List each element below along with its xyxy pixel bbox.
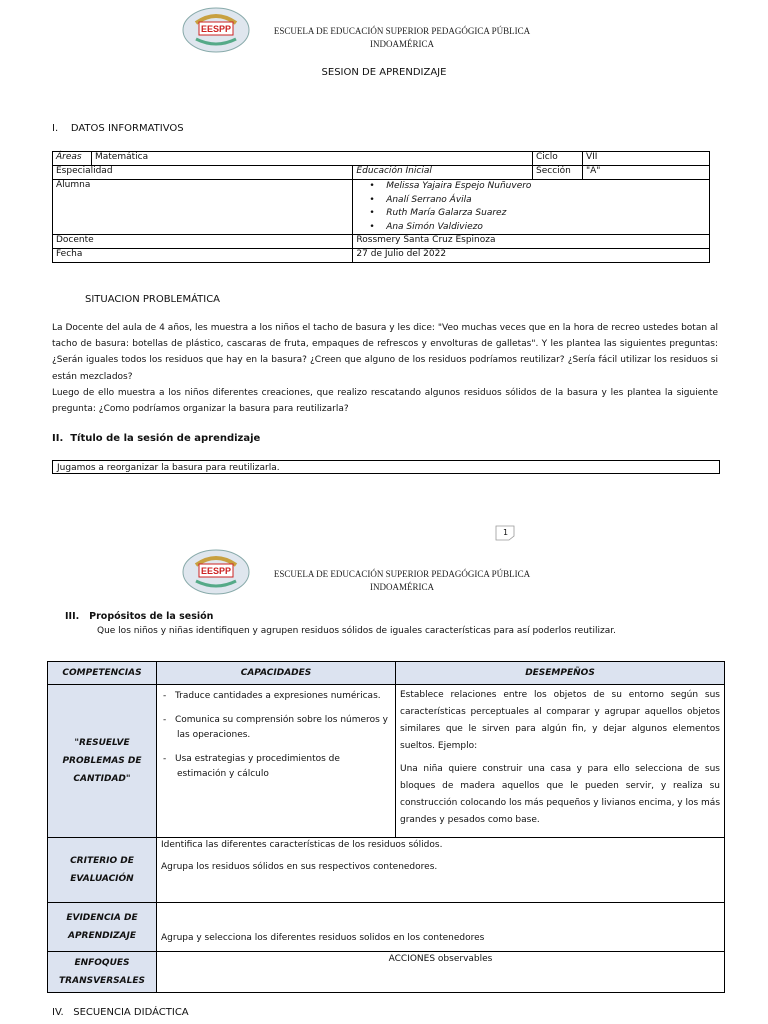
areas-value: Matemática [92, 152, 533, 166]
situacion-paragraph-1: La Docente del aula de 4 años, les muestra a los niños el tacho de basura y les dice: "Veo muchas veces que en la hora de recreo ustedes botan al tacho de basura: botellas de plástico, cascaras de fruta, empaques de refrescos y envolturas de galletas". Y les plantea las siguientes preguntas: ¿Serán iguales todos los residuos que hay en la basura? ¿Creen que alguno de los residuos podríamos reutilizar? ¿Sería fácil utilizar los residuos si están mezclados? [52, 323, 718, 382]
school-logo [182, 549, 250, 595]
session-purpose: Que los niños y niñas identifiquen y agrupen residuos sólidos de iguales características para así poderlos reutilizar. [97, 626, 616, 636]
school-name: ESCUELA DE EDUCACIÓN SUPERIOR PEDAGÓGICA PÚBLICA INDOAMÉRICA [273, 26, 531, 49]
criterio-cell [157, 838, 725, 903]
especialidad-label: Especialidad [53, 166, 353, 180]
page-number: 1 [503, 528, 509, 537]
document-title: SESION DE APRENDIZAJE [321, 67, 447, 78]
alumna-list [353, 180, 710, 235]
ciclo-label: Ciclo [533, 152, 583, 166]
evidencia-cell: Agrupa y selecciona los diferentes residuos solidos en los contenedores [157, 903, 725, 952]
logo-text: EESPP [200, 24, 232, 34]
seccion-value: "A" [583, 166, 710, 180]
section1-heading: I. DATOS INFORMATIVOS [52, 123, 184, 134]
info-table [52, 151, 710, 263]
col-header-capacidades: CAPACIDADES [157, 662, 396, 685]
acciones-cell: ACCIONES observables [157, 952, 725, 993]
competencia-cell: "RESUELVE PROBLEMAS DE CANTIDAD" [48, 685, 157, 838]
desempeno-paragraph: Establece relaciones entre los objetos de su entorno según sus características perceptuales al comparar y agrupar aquellos objetos similares que le sirven para algún fin, y dejar algunos elementos sueltos. Ejemplo: [400, 690, 720, 751]
section4-heading: IV. SECUENCIA DIDÁCTICA [52, 1007, 189, 1018]
ciclo-value: VII [583, 152, 710, 166]
fecha-value: 27 de Julio del 2022 [353, 249, 710, 263]
logo-text: EESPP [200, 566, 232, 576]
situacion-paragraph-2: Luego de ello muestra a los niños diferentes creaciones, que realizo rescatando algunos residuos sólidos de la basura y les plantea la siguiente pregunta: ¿Como podríamos organizar la basura para reutilizarla? [52, 388, 718, 415]
enfoques-label: ENFOQUES TRANSVERSALES [48, 952, 157, 993]
capacidad-item: - Usa estrategias y procedimientos de estimación y cálculo [177, 752, 391, 782]
desempenos-cell [396, 685, 725, 838]
criterio-item: Identifica las diferentes características de los residuos sólidos. [161, 840, 443, 850]
section3-heading: III. Propósitos de la sesión [65, 611, 214, 622]
seccion-label: Sección [533, 166, 583, 180]
section2-heading: II. Título de la sesión de aprendizaje [52, 433, 261, 444]
alumna-item: • Analí Serrano Ávila [369, 194, 472, 205]
desempeno-example: Una niña quiere construir una casa y para ello selecciona de sus bloques de madera aquellos que le pueden servir, y realiza su construcción colocando los más pequeños y livianos encima, y los más grandes y pesados como base. [400, 764, 721, 825]
capacidad-item: - Comunica su comprensión sobre los números y las operaciones. [177, 713, 391, 743]
col-header-competencias: COMPETENCIAS [48, 662, 157, 685]
situacion-heading: SITUACION PROBLEMÁTICA [85, 294, 221, 305]
competencias-table [47, 661, 725, 993]
criterio-label: CRITERIO DE EVALUACIÓN [48, 838, 157, 903]
school-name: ESCUELA DE EDUCACIÓN SUPERIOR PEDAGÓGICA PÚBLICA INDOAMÉRICA [273, 569, 531, 592]
alumna-item: • Ruth María Galarza Suarez [369, 208, 507, 218]
session-title-box: Jugamos a reorganizar la basura para reutilizarla. [52, 460, 720, 474]
alumna-label: Alumna [53, 180, 353, 235]
alumna-item: • Ana Simón Valdiviezo [369, 221, 483, 232]
capacidades-cell [157, 685, 396, 838]
docente-label: Docente [53, 235, 353, 249]
evidencia-label: EVIDENCIA DE APRENDIZAJE [48, 903, 157, 952]
page-number-fold-icon [495, 525, 515, 541]
alumna-item: • Melissa Yajaira Espejo Nuñuvero [369, 181, 532, 191]
especialidad-value: Educación Inicial [353, 166, 533, 180]
docente-value: Rossmery Santa Cruz Espinoza [353, 235, 710, 249]
capacidad-item: - Traduce cantidades a expresiones numéricas. [177, 689, 391, 704]
fecha-label: Fecha [53, 249, 353, 263]
criterio-item: Agrupa los residuos sólidos en sus respectivos contenedores. [161, 862, 438, 872]
areas-label: Áreas [53, 152, 92, 166]
col-header-desempenos: DESEMPEÑOS [396, 662, 725, 685]
school-logo [182, 7, 250, 53]
